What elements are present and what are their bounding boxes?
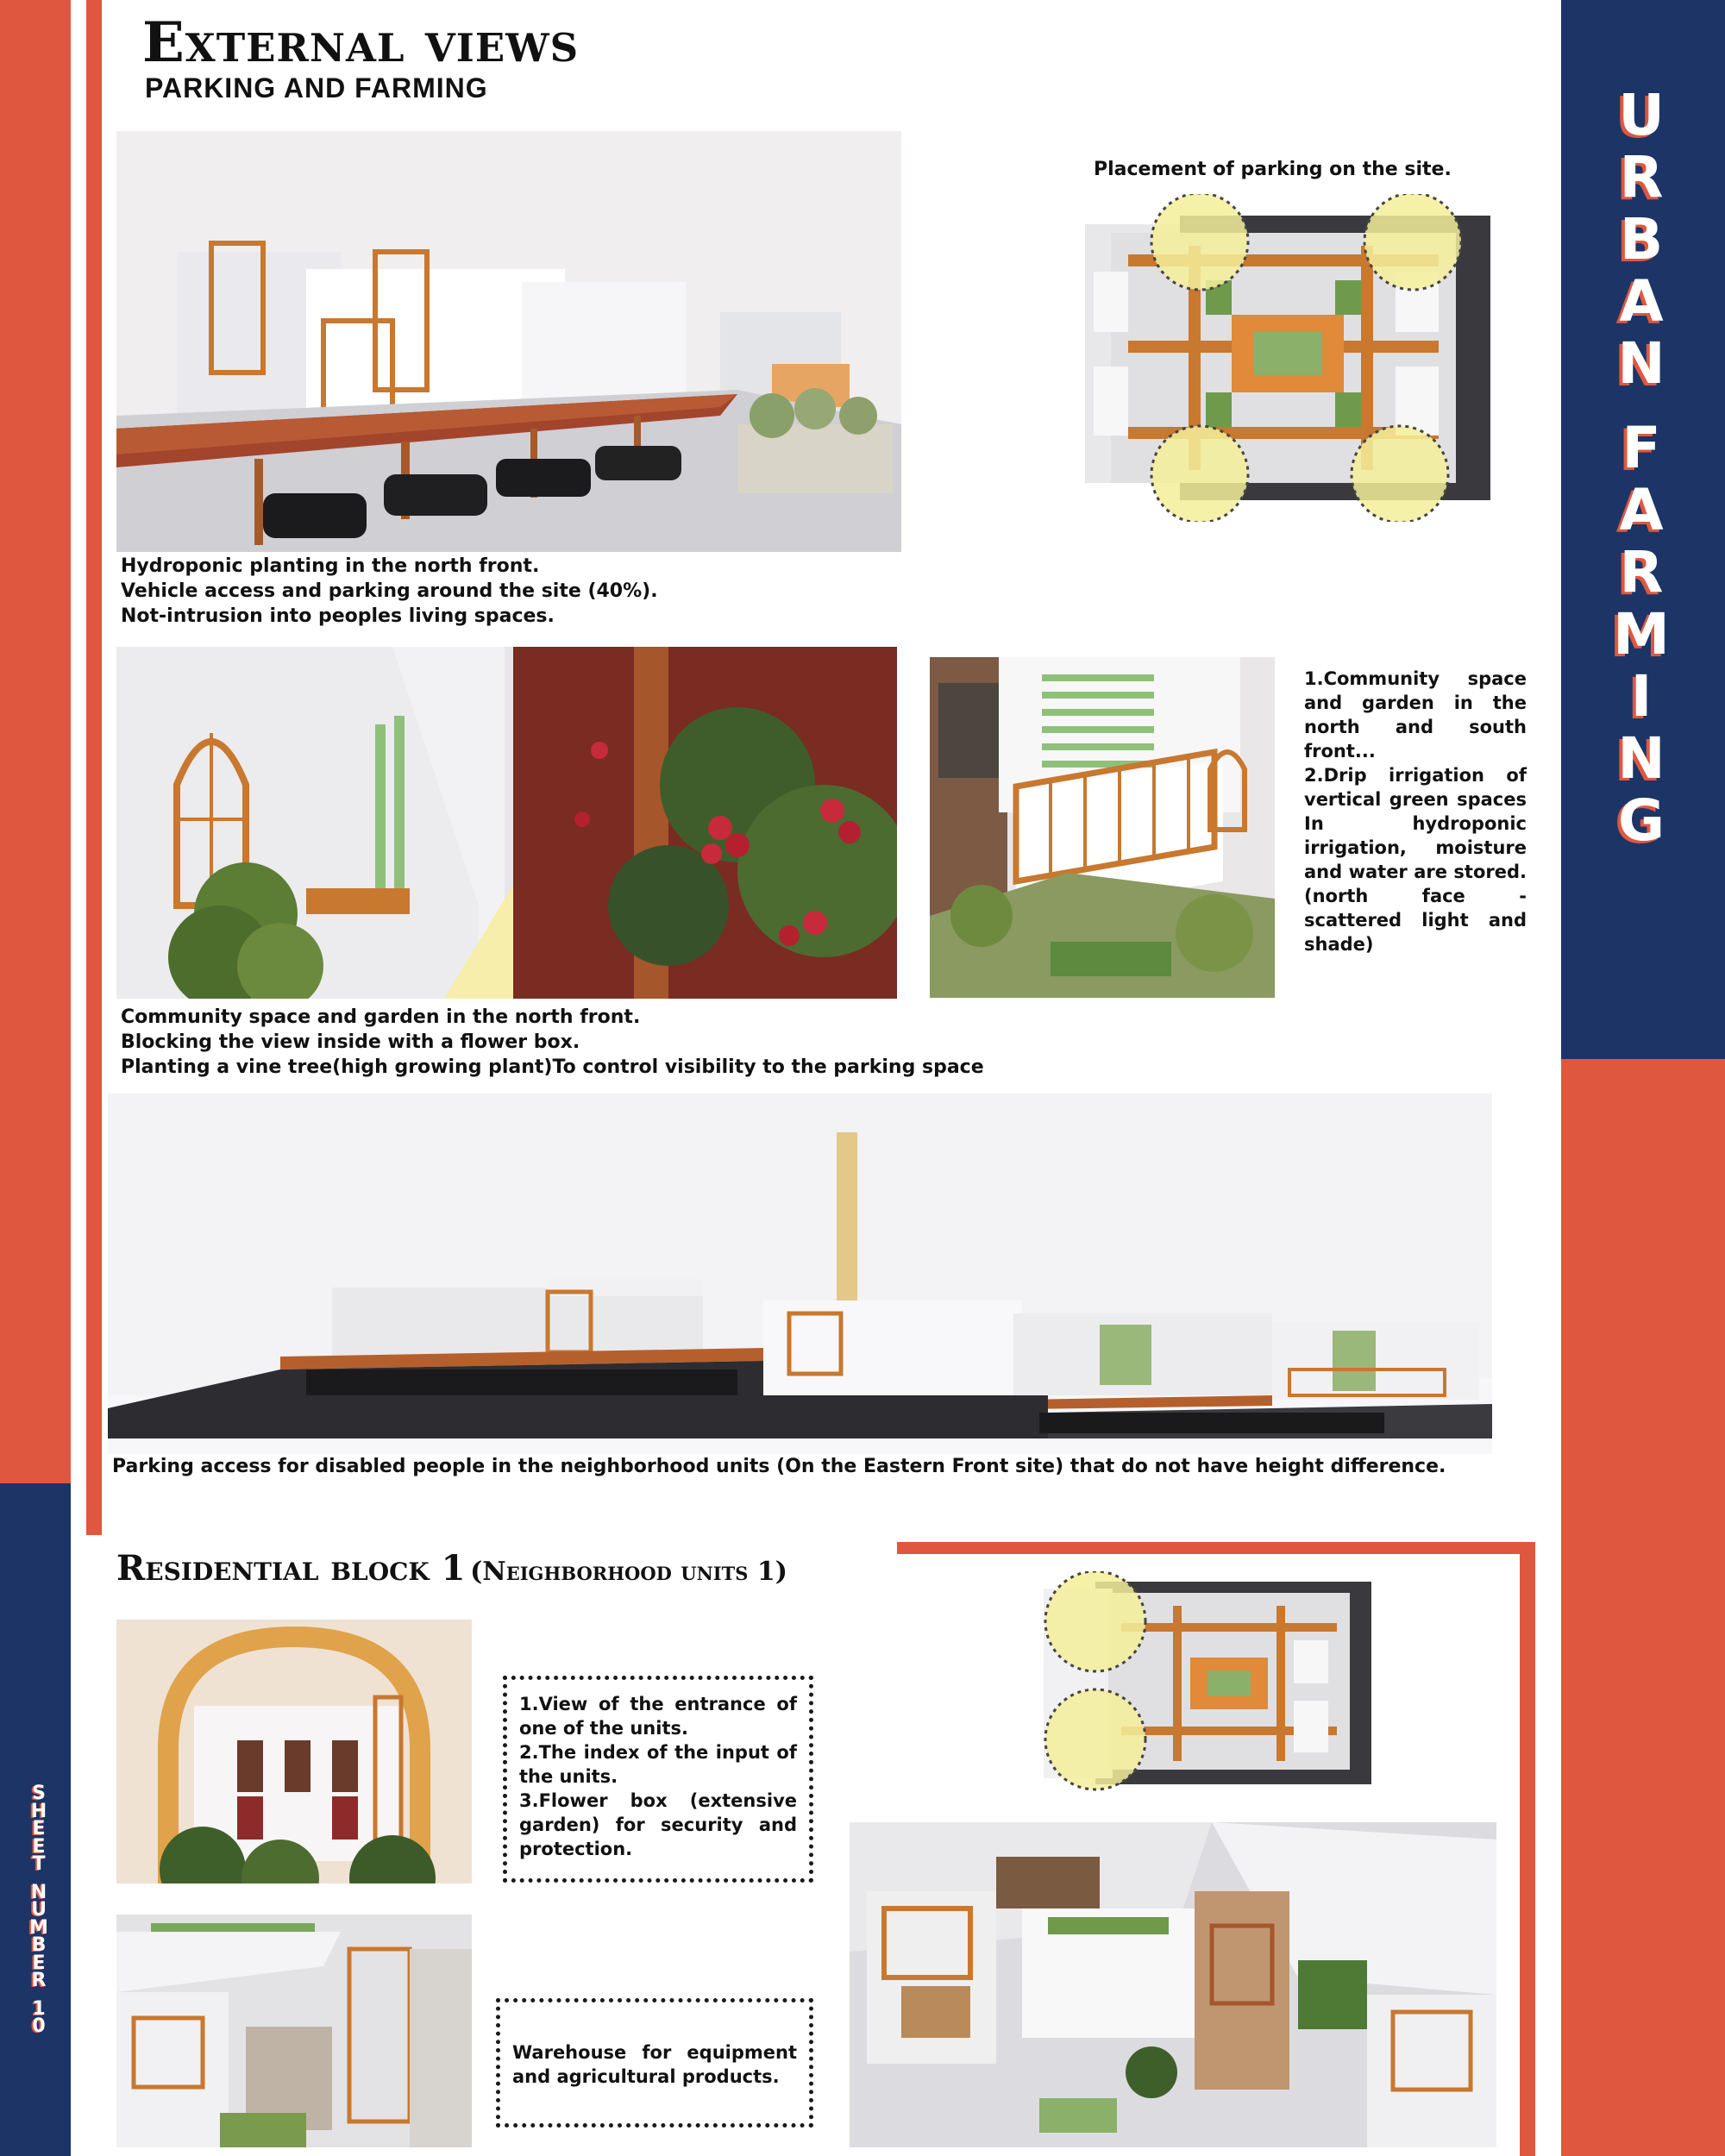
- sheet-letter: E: [32, 1835, 46, 1858]
- community-notes: [1304, 667, 1527, 956]
- sheet-letter: N: [30, 1881, 47, 1903]
- left-orange-band: [0, 0, 71, 1483]
- left-orange-strip: [86, 0, 102, 1535]
- sheet-letter: T: [32, 1853, 46, 1875]
- caption-line: Vehicle access and parking around the site (40%).: [121, 580, 658, 602]
- page-title: External views: [142, 10, 580, 75]
- caption-community-garden: [121, 1005, 984, 1080]
- site-plan-parking-placement: [1076, 194, 1490, 522]
- note-line: 2.Drip irrigation of vertical green spaces In hydroponic irrigation, moisture and water are stored. (north face - scattered light and shade): [1304, 765, 1527, 955]
- side-title-letter: B: [1619, 206, 1664, 273]
- side-title-letter: R: [1619, 144, 1664, 210]
- residential-block-title: [116, 1548, 787, 1589]
- side-title-letter: M: [1613, 601, 1670, 667]
- sheet-letter: M: [29, 1916, 48, 1939]
- caption-line: Blocking the view inside with a flower box.: [121, 1031, 580, 1053]
- side-title-letter: A: [1619, 477, 1664, 543]
- caption-line: Community space and garden in the north front.: [121, 1006, 641, 1028]
- side-title-letter: G: [1617, 787, 1665, 854]
- sheet-letter: S: [32, 1783, 46, 1804]
- caption-placement: Placement of parking on the site.: [1094, 159, 1452, 180]
- side-title-letter: N: [1617, 725, 1665, 792]
- caption-line: Planting a vine tree(high growing plant)To control visibility to the parking space: [121, 1056, 984, 1078]
- caption-north-front: [121, 554, 658, 629]
- section-divider-bar: [897, 1542, 1535, 1554]
- sheet-letter: H: [30, 1800, 47, 1822]
- hydroponic-facade-render: [930, 657, 1275, 998]
- residential-block-title-main: Residential block 1: [116, 1548, 466, 1589]
- caption-line: Hydroponic planting in the north front.: [121, 555, 540, 577]
- warehouse-notes-box: Warehouse for equipment and agricultural products.: [496, 1998, 813, 2128]
- note-line: 3.Flower box (extensive garden) for security and protection.: [519, 1790, 797, 1859]
- sheet-letter: E: [32, 1818, 46, 1839]
- residential-aerial-render: [850, 1822, 1496, 2147]
- sheet-letter: U: [31, 1899, 47, 1921]
- side-title-urban-farming: [1609, 82, 1673, 854]
- right-orange-band: [1561, 1059, 1725, 2156]
- side-title-letter: I: [1630, 663, 1653, 730]
- sheet-letter: R: [31, 1970, 47, 1991]
- page-subtitle: PARKING AND FARMING: [145, 72, 488, 103]
- side-title-letter: U: [1618, 82, 1665, 148]
- eastern-front-panorama-render: [108, 1094, 1492, 1454]
- residential-block-title-sub: (Neighborhood units 1): [470, 1557, 787, 1587]
- note-line: 2.The index of the input of the units.: [519, 1742, 797, 1787]
- caption-line: Not-intrusion into peoples living spaces.: [121, 605, 555, 627]
- note-line: 1.Community space and garden in the north and south front...: [1304, 668, 1527, 761]
- unit-entrance-arch-render: [116, 1620, 472, 1883]
- site-plan-residential-block: [1044, 1571, 1371, 1796]
- side-title-letter: A: [1619, 268, 1664, 335]
- sheet-number-label: [24, 1785, 53, 2036]
- warehouse-courtyard-render: [116, 1915, 472, 2147]
- side-title-letter: F: [1622, 415, 1661, 481]
- section-divider-post: [1520, 1542, 1535, 2156]
- sheet-letter: 0: [32, 2015, 46, 2037]
- sheet-letter: E: [32, 1952, 46, 1974]
- sheet-letter: 1: [32, 1997, 46, 2020]
- sheet-letter: B: [31, 1934, 47, 1956]
- side-title-letter: N: [1617, 330, 1665, 397]
- note-line: 1.View of the entrance of one of the units.: [519, 1694, 797, 1739]
- parking-pergola-render: [116, 131, 901, 552]
- entrance-notes-box: [503, 1676, 813, 1883]
- side-title-letter: R: [1619, 539, 1664, 605]
- caption-parking-access: Parking access for disabled people in the neighborhood units (On the Eastern Front site) that do not have height difference.: [112, 1456, 1446, 1477]
- community-garden-vine-render: [116, 647, 897, 999]
